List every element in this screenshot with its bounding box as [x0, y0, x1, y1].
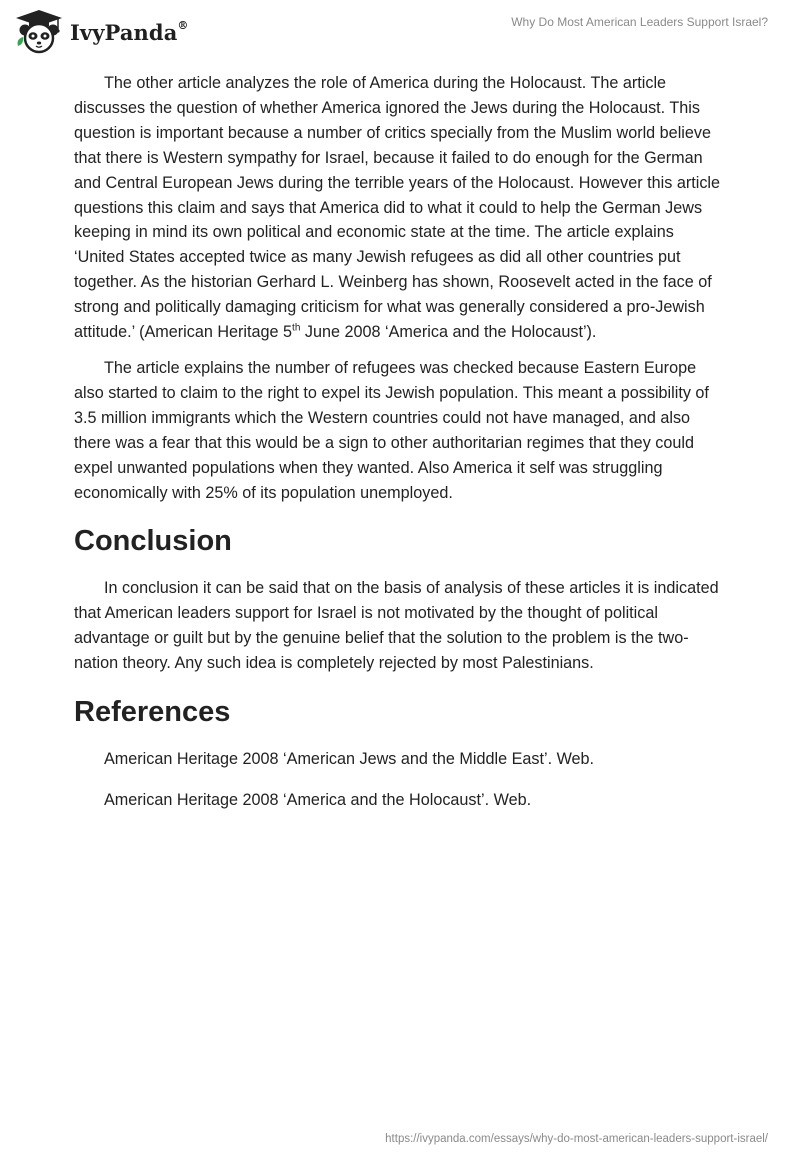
page-header [0, 0, 800, 60]
document-title: Why Do Most American Leaders Support Israel? [511, 15, 768, 29]
reference-item: American Heritage 2008 ‘America and the Holocaust’. Web. [104, 791, 532, 810]
ivypanda-logo[interactable] [14, 8, 189, 54]
body-paragraph: The other article analyzes the role of America during the Holocaust. The article discusses the question of whether America ignored the Jews during the Holocaust. This question is important because a number of critics specially from the Muslim world believe that there is Western sympathy for Israel, because it failed to do enough for the German and Central European Jews during the terrible years of the Holocaust. However this article questions this claim and says that America did to what it could to help the German Jews keeping in mind its own political and economic state at the time. The article explains ‘United States accepted twice as many Jewish refugees as did all other countries put together. As the historian Gerhard L. Weinberg has shown, Roosevelt acted in the face of strong and politically damaging criticism for what was generally considered a pro-Jewish attitude.’ (American Heritage 5th June 2008 ‘America and the Holocaust’). [74, 74, 721, 342]
reference-item: American Heritage 2008 ‘American Jews and the Middle East’. Web. [104, 750, 595, 769]
conclusion-heading: Conclusion [74, 525, 232, 558]
superscript-ordinal: th [292, 322, 301, 334]
panda-graduation-cap-icon [14, 8, 64, 54]
essay-content [74, 71, 724, 829]
source-url[interactable]: https://ivypanda.com/essays/why-do-most-american-leaders-support-israel/ [385, 1133, 768, 1145]
conclusion-paragraph: In conclusion it can be said that on the basis of analysis of these articles it is indicated that American leaders support for Israel is not motivated by the thought of political advantage or guilt but by the genuine belief that the solution to the problem is the two-nation theory. Any such idea is completely rejected by most Palestinians. [74, 579, 719, 673]
brand-name: IvyPanda® [70, 18, 189, 45]
registered-mark: ® [177, 18, 189, 32]
references-heading: References [74, 696, 231, 729]
body-paragraph: The article explains the number of refugees was checked because Eastern Europe also started to claim to the right to expel its Jewish population. This meant a possibility of 3.5 million immigrants which the Western countries could not have managed, and also there was a fear that this would be a sign to other authoritarian regimes that they could expel unwanted populations when they wanted. Also America it self was struggling economically with 25% of its population unemployed. [74, 358, 709, 502]
